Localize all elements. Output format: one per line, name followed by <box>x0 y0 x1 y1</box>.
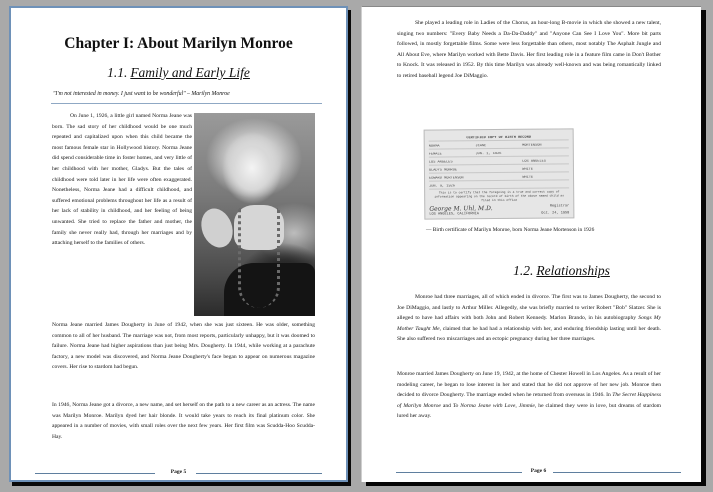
paragraph-career: In 1946, Norma Jeane got a divorce, a new name, and set herself on the path to a new career as an actress. The name was Marilyn Monroe. Marilyn dyed her hair blonde. It would take years to reach its final platinum color. She appeared in a number of movies, with small roles over the next few years. Her first film was Scudda-Hoo Scudda-Hay. <box>52 402 315 440</box>
cert-cell: JUN. 9, 1926 <box>429 184 456 189</box>
section-name: Relationships <box>536 263 610 278</box>
page-number: Page 6 <box>530 468 547 474</box>
page-5[interactable] <box>9 6 348 482</box>
paragraph-dougherty <box>397 369 661 422</box>
text-run: , he claimed they were in love, but dreams of stardom lured her away. <box>397 402 662 420</box>
page-footer <box>35 469 322 477</box>
cert-cell: WHITE <box>522 175 534 180</box>
cert-cell: FEMALE <box>428 152 442 157</box>
section-name: Family and Early Life <box>130 65 250 80</box>
cert-cell: EDWARD MORTENSON <box>429 176 464 181</box>
cert-cell: JUN. 1, 1926 <box>475 151 502 157</box>
section-number: 1.2. <box>513 263 534 278</box>
cert-cell: LOS ANGELES <box>428 160 453 165</box>
cert-date: Oct. 24, 1958 <box>541 211 570 216</box>
section-heading-relationships <box>422 263 701 279</box>
certificate-caption: — Birth certificate of Marilyn Monroe, born Norma Jeane Mortenson in 1926 <box>426 227 595 233</box>
cert-place: LOS ANGELES, CALIFORNIA <box>429 212 479 217</box>
cert-registrar: Registrar <box>549 204 570 209</box>
footer-rule-right <box>553 472 681 473</box>
book-title: Songs My Mother Taught Me <box>397 315 661 332</box>
cert-header: CERTIFIED COPY OF BIRTH RECORD <box>466 135 532 141</box>
cert-cell: GLADYS MONROE <box>428 168 458 173</box>
text-run: , claimed that he had had a relationship with her, and enduring friendship lasting until her death. She also suffered two miscarriages and an ectopic pregnancy during her three marriages. <box>397 325 661 343</box>
cert-cell: JEANE <box>475 144 487 149</box>
section-heading-family <box>11 65 346 81</box>
epigraph-quote: "I'm not interested in money. I just want to be wonderful" – Marilyn Monroe <box>53 91 230 97</box>
text-run: Monroe married James Dougherty on June 19, 1942, at the home of Chester Howell in Los Angeles. As a result of her modeling career, he began to lose interest in her and stated that he did not approve of her new job. Monroe then decided to divorce Dougherty. The marriage ended when he returned from overseas in 1946. In <box>397 371 661 399</box>
text-run: Monroe had three marriages, all of which ended in divorce. The first was to James Dougherty, the second to Joe DiMaggio, and lastly to Arthur Miller. Allegedly, she was briefly married to writer Robert "Bob" Slatzer. She is alleged to have had affairs with both John and Robert Kennedy. Marlon Brando, in his autobiography <box>397 294 661 322</box>
quote-divider <box>51 103 322 104</box>
paragraph-marriages <box>397 292 661 345</box>
book-title: To Norma Jeane with Love, Jimmie <box>452 402 535 409</box>
cert-certify-text: This is to certify that the foregoing is a true and correct copy of information appearing on the record of birth of the above named child as filed in this office <box>434 190 565 203</box>
page-footer <box>396 468 681 476</box>
paragraph-early-life: On June 1, 1926, a little girl named Norma Jeane was born. The sad story of her childhood would be one much repeated and capitalized upon when this child became the most famous female star in Hollywood history. Norma Jeane did spend considerable time in foster homes, and very little of her childhood with her mother, Gladys. But the tales of childhood were told later in her life were often exaggerated. Nonetheless, Norma Jeane had a difficult childhood, and suffered emotional problems throughout her life as a result of her lack of stability in childhood, and her feeling of being unwanted. She tried to replace the father and mother, the family she never really had, through her marriages and by attaching herself to the families of others. <box>52 113 192 247</box>
photo-detail <box>196 204 238 252</box>
text-run: and <box>440 402 453 409</box>
section-number: 1.1. <box>107 65 128 80</box>
photo-detail <box>238 208 280 308</box>
paragraph-films: She played a leading role in Ladies of the Chorus, an hour-long B-movie in which she showed a new talent, singing two numbers: "Every Baby Needs a Da-Da-Daddy" and "Anyone Can See I Love You". More bit parts followed, in mostly forgettable films. Some were less forgettable than others, most notably The Asphalt Jungle and All About Eve, where Marilyn worked with Bette Davis. Her first leading role in a feature film came in Don't Bother to Knock. It was released in 1952. By this time Marilyn was already well-known and was being romantically linked to retired baseball legend Joe DiMaggio. <box>397 20 661 79</box>
cert-cell: NORMA <box>428 144 440 149</box>
cert-row <box>429 180 569 189</box>
chapter-title: Chapter I: About Marilyn Monroe <box>64 35 293 52</box>
cert-cell: WHITE <box>522 167 534 172</box>
page-6[interactable] <box>361 6 701 482</box>
birth-certificate-image <box>424 128 575 219</box>
cert-place-row <box>429 211 569 216</box>
book-title: The Secret Happiness of Marilyn Monroe <box>397 392 662 409</box>
page-number: Page 5 <box>170 469 187 475</box>
footer-rule-right <box>196 473 322 474</box>
marilyn-portrait-image <box>194 113 315 316</box>
cert-cell: LOS ANGELES <box>522 159 546 164</box>
paragraph-marriage: Norma Jeane married James Dougherty in June of 1942, when she was just sixteen. He was older, something common to all of her husband. The marriage was not, from most reports, particularly unhappy, but it was doomed to failure. Norma Jeane had higher aspirations than just being Mrs. Dougherty. In 1944, while working at a parachute factory, a new model was discovered, and Norma Jeane Dougherty's face began to appear on numerous magazine covers. Her rise to stardom had begun. <box>52 322 315 371</box>
cert-signature: George M. Uhl, M.D. <box>429 205 493 213</box>
cert-cell: MORTENSON <box>522 143 542 148</box>
